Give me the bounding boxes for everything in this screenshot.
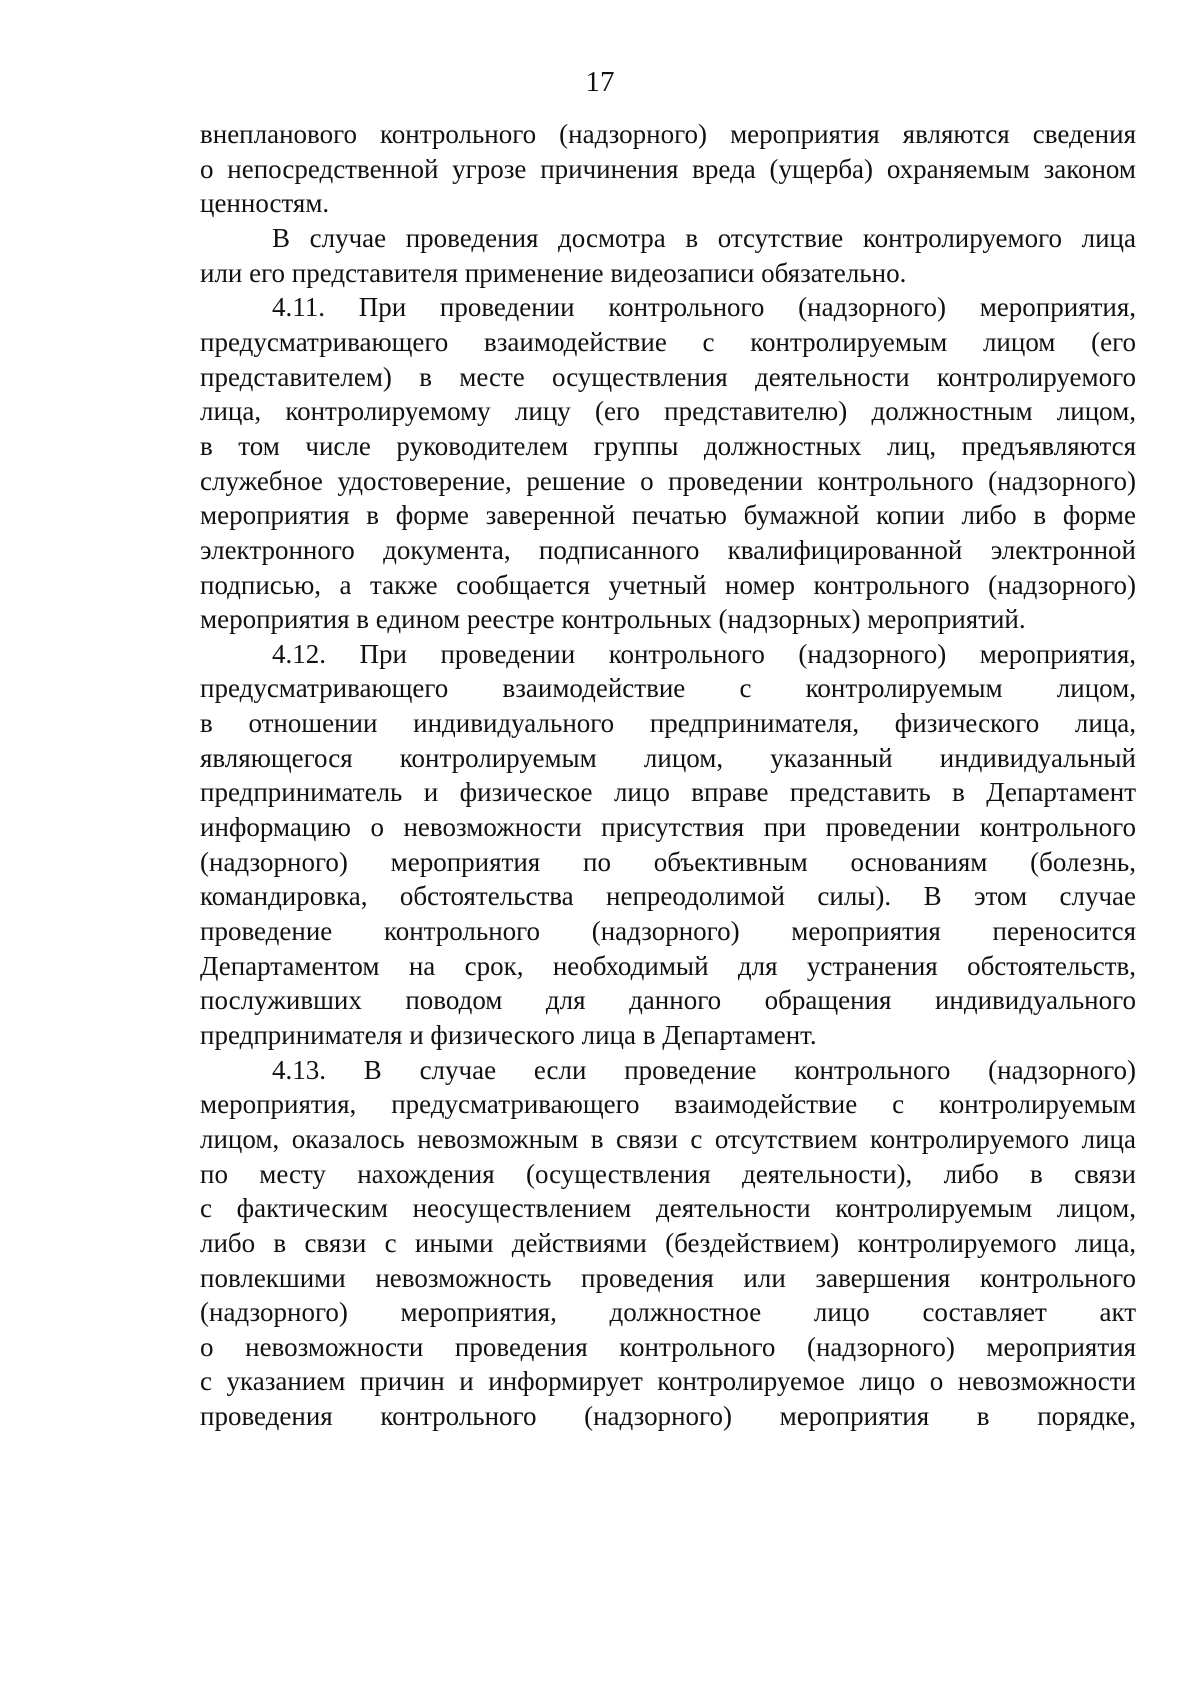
text-line: В случае проведения досмотра в отсутствие контролируемого лица	[272, 222, 1136, 253]
text-line: с фактическим неосуществлением деятельности контролируемым лицом,	[200, 1193, 1136, 1224]
text-line: внепланового контрольного (надзорного) мероприятия являются сведения	[200, 119, 1136, 149]
text-line: проведение контрольного (надзорного) мероприятия переносится	[200, 915, 1136, 946]
text-line: предприниматель и физическое лицо вправе представить в Департамент	[200, 777, 1136, 808]
text-line: по месту нахождения (осуществления деятельности), либо в связи	[200, 1158, 1136, 1189]
text-line: предпринимателя и физического лица в Департамент.	[200, 1019, 817, 1050]
text-line: служебное удостоверение, решение о проведении контрольного (надзорного)	[200, 465, 1136, 496]
text-line: повлекшими невозможность проведения или завершения контрольного	[200, 1262, 1136, 1293]
text-line: мероприятия в едином реестре контрольных (надзорных) мероприятий.	[200, 604, 1026, 635]
text-line: командировка, обстоятельства непреодолимой силы). В этом случае	[200, 881, 1136, 912]
text-line: 4.13. В случае если проведение контрольного (надзорного)	[272, 1054, 1136, 1085]
text-line: электронного документа, подписанного квалифицированной электронной	[200, 534, 1136, 565]
page-number: 17	[585, 66, 615, 98]
text-line: мероприятия, предусматривающего взаимодействие с контролируемым	[200, 1089, 1136, 1120]
text-line: послуживших поводом для данного обращения индивидуального	[200, 985, 1136, 1016]
text-line: являющегося контролируемым лицом, указанный индивидуальный	[200, 742, 1136, 773]
text-line: (надзорного) мероприятия по объективным основаниям (болезнь,	[200, 846, 1136, 877]
text-line: 4.12. При проведении контрольного (надзорного) мероприятия,	[272, 638, 1136, 669]
text-line: лицом, оказалось невозможным в связи с отсутствием контролируемого лица	[200, 1123, 1136, 1154]
text-line: мероприятия в форме заверенной печатью бумажной копии либо в форме	[200, 500, 1136, 531]
text-line: представителем) в месте осуществления деятельности контролируемого	[200, 361, 1136, 392]
text-line: лица, контролируемому лицу (его представителю) должностным лицом,	[200, 396, 1136, 427]
text-line: с указанием причин и информирует контролируемое лицо о невозможности	[200, 1366, 1136, 1397]
text-line: ценностям.	[200, 188, 330, 219]
text-line: подписью, а также сообщается учетный номер контрольного (надзорного)	[200, 569, 1136, 600]
text-line: 4.11. При проведении контрольного (надзорного) мероприятия,	[272, 292, 1136, 323]
text-line: о невозможности проведения контрольного (надзорного) мероприятия	[200, 1331, 1136, 1362]
text-line: (надзорного) мероприятия, должностное лицо составляет акт	[200, 1297, 1136, 1328]
text-line: предусматривающего взаимодействие с контролируемым лицом (его	[200, 326, 1136, 357]
text-line: предусматривающего взаимодействие с контролируемым лицом,	[200, 673, 1136, 704]
text-line: в том числе руководителем группы должностных лиц, предъявляются	[200, 430, 1136, 461]
text-line: информацию о невозможности присутствия при проведении контрольного	[200, 812, 1136, 842]
text-line: проведения контрольного (надзорного) мероприятия в порядке,	[200, 1401, 1136, 1431]
text-line: о непосредственной угрозе причинения вреда (ущерба) охраняемым законом	[200, 153, 1136, 184]
text-line: или его представителя применение видеозаписи обязательно.	[200, 257, 907, 288]
text-line: либо в связи с иными действиями (бездействием) контролируемого лица,	[200, 1227, 1136, 1258]
text-line: Департаментом на срок, необходимый для устранения обстоятельств,	[200, 950, 1136, 981]
text-line: в отношении индивидуального предпринимателя, физического лица,	[200, 708, 1136, 738]
